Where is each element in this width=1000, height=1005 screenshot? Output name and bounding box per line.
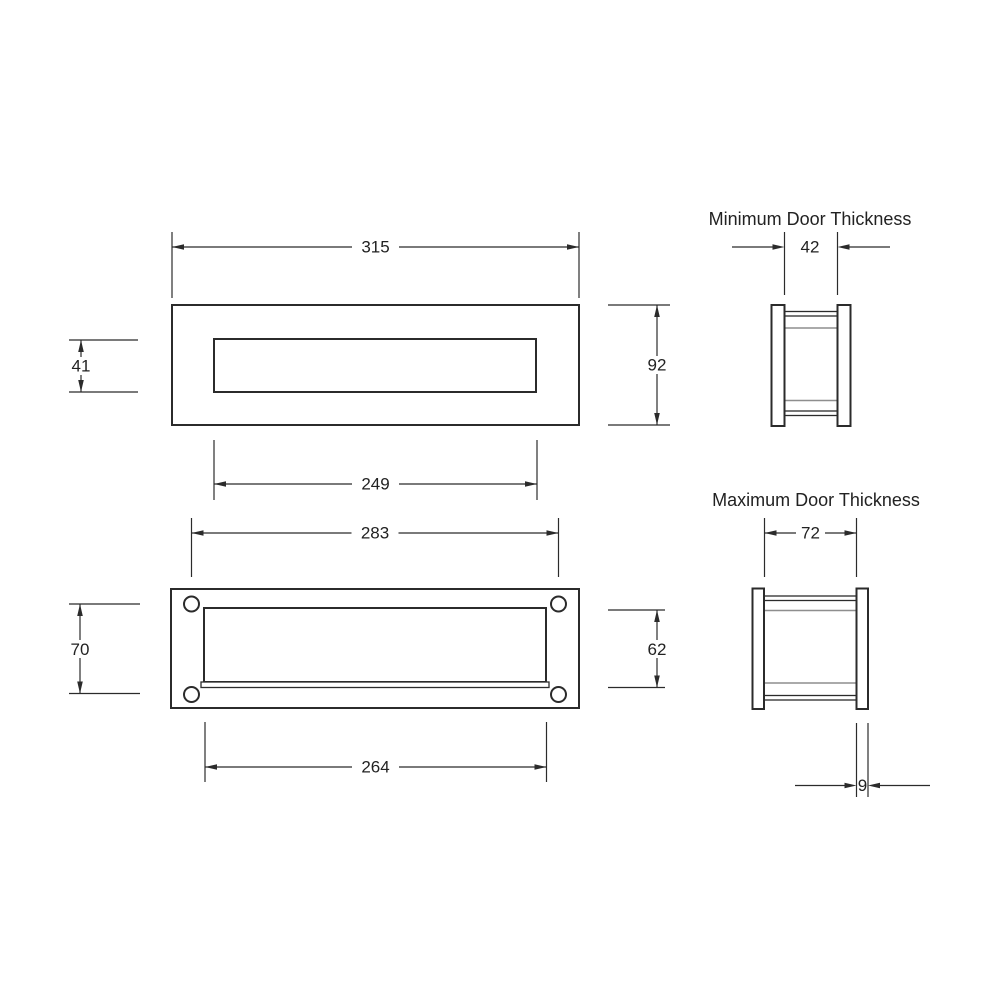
dim-aperture-height-label: 41: [71, 356, 91, 376]
front-aperture: [214, 339, 536, 392]
arrowhead-right: [525, 481, 537, 487]
arrowhead-left: [205, 764, 217, 770]
arrowhead-right: [567, 244, 579, 250]
arrowhead-left: [192, 530, 204, 536]
arrowhead-up: [77, 604, 83, 616]
dim-flap-width: [205, 722, 547, 782]
arrowhead-left: [172, 244, 184, 250]
arrowhead-right: [845, 783, 857, 789]
dim-fixing-centres-width: [192, 518, 559, 577]
outer-plate-section: [753, 589, 765, 710]
arrowhead-down: [77, 682, 83, 694]
inner-plate-section: [838, 305, 851, 426]
arrowhead-right: [773, 244, 785, 250]
arrowhead-left: [838, 244, 850, 250]
dim-plate-thickness: [795, 723, 930, 797]
connector-bar-top: [785, 312, 838, 317]
rear-flap: [204, 608, 546, 682]
dim-overall-width: [172, 232, 579, 298]
dim-max-door-thickness-label: 72: [801, 523, 820, 543]
dim-max-door-thickness: [765, 518, 857, 577]
inner-plate-section: [857, 589, 869, 710]
min-door-section: [772, 305, 851, 426]
arrowhead-left: [868, 783, 880, 789]
arrowhead-up: [78, 340, 84, 352]
dim-overall-width-label: 315: [361, 237, 390, 257]
arrowhead-right: [547, 530, 559, 536]
connector-bar-bottom: [764, 696, 857, 701]
arrowhead-down: [78, 380, 84, 392]
screw-hole-bottom-left: [184, 687, 199, 702]
dim-fixing-centres-height: [66, 604, 140, 694]
arrowhead-right: [845, 530, 857, 536]
rear-view: [66, 518, 671, 782]
max-door-thickness-view: [712, 490, 930, 797]
min-door-thickness-view: [709, 209, 912, 426]
arrowhead-up: [654, 610, 660, 622]
rear-flap-lip: [201, 682, 549, 688]
dim-fixing-centres-height-label: 70: [70, 640, 90, 659]
dim-flap-height: [608, 610, 671, 688]
front-view: [67, 232, 671, 500]
dim-overall-height: [608, 305, 671, 425]
max-door-thickness-title: Maximum Door Thickness: [712, 490, 920, 510]
dim-aperture-width: [214, 440, 537, 500]
arrowhead-up: [654, 305, 660, 317]
arrowhead-down: [654, 413, 660, 425]
front-outer-plate: [172, 305, 579, 425]
dim-flap-height-label: 62: [647, 640, 667, 659]
min-door-thickness-title: Minimum Door Thickness: [708, 209, 912, 229]
dim-plate-thickness-label: 9: [857, 776, 868, 795]
screw-hole-top-left: [184, 597, 199, 612]
screw-hole-bottom-right: [551, 687, 566, 702]
dim-fixing-centres-width-label: 283: [360, 523, 390, 543]
dim-min-door-thickness-label: 42: [800, 237, 820, 257]
arrowhead-left: [765, 530, 777, 536]
rear-outer-plate: [171, 589, 579, 708]
dim-overall-height-label: 92: [647, 355, 667, 375]
connector-bar-bottom: [785, 411, 838, 416]
dim-aperture-width-label: 249: [361, 474, 390, 494]
dim-flap-width-label: 264: [361, 757, 390, 777]
dim-min-door-thickness: [732, 232, 890, 295]
outer-plate-section: [772, 305, 785, 426]
max-door-section: [753, 589, 869, 710]
dim-aperture-height: [67, 340, 138, 392]
screw-hole-top-right: [551, 597, 566, 612]
arrowhead-left: [214, 481, 226, 487]
arrowhead-right: [535, 764, 547, 770]
arrowhead-down: [654, 676, 660, 688]
connector-bar-top: [764, 596, 857, 601]
